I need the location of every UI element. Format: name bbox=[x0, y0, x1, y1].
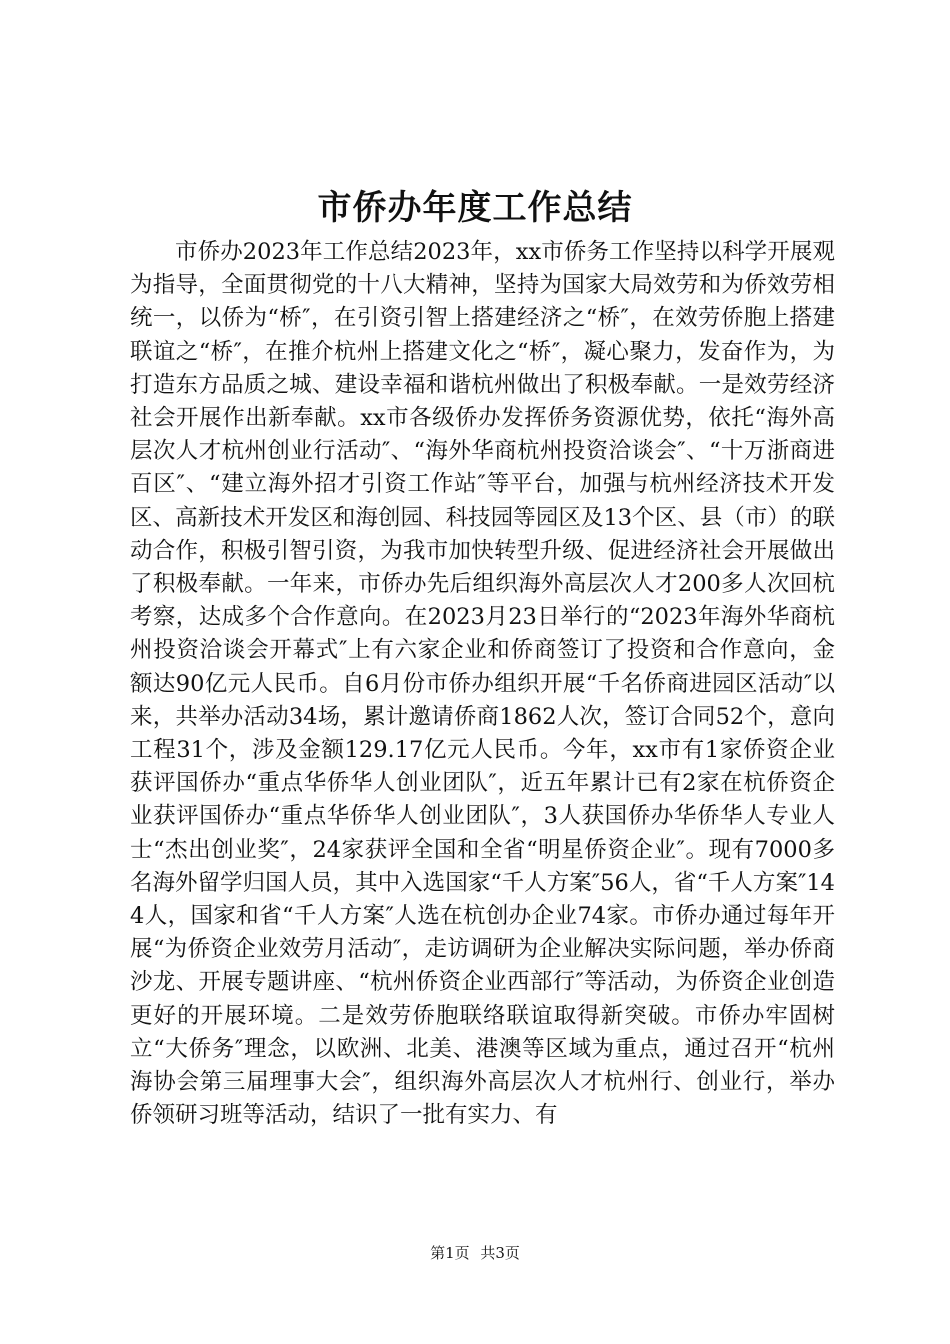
document-title: 市侨办年度工作总结 bbox=[317, 188, 633, 228]
page-total: 共3页 bbox=[480, 1244, 520, 1262]
page-footer bbox=[0, 1243, 950, 1263]
document-body: 市侨办2023年工作总结2023年，xx市侨务工作坚持以科学开展观为指导，全面贯彻党的十八大精神，坚持为国家大局效劳和为侨效劳相统一，以侨为“桥″，在引资引智上搭建经济之“桥″，在效劳侨胞上搭建联谊之“桥″，在推介杭州上搭建文化之“桥″，凝心聚力，发奋作为，为打造东方品质之城、建设幸福和谐杭州做出了积极奉献。一是效劳经济社会开展作出新奉献。xx市各级侨办发挥侨务资源优势，依托“海外高层次人才杭州创业行活动″、“海外华商杭州投资洽谈会″、“十万浙商进百区″、“建立海外招才引资工作站″等平台，加强与杭州经济技术开发区、高新技术开发区和海创园、科技园等园区及13个区、县（市）的联动合作，积极引智引资，为我市加快转型升级、促进经济社会开展做出了积极奉献。一年来，市侨办先后组织海外高层次人才200多人次回杭考察，达成多个合作意向。在2023月23日举行的“2023年海外华商杭州投资洽谈会开幕式″上有六家企业和侨商签订了投资和合作意向，金额达90亿元人民币。自6月份市侨办组织开展“千名侨商进园区活动″以来，共举办活动34场，累计邀请侨商1862人次，签订合同52个，意向工程31个，涉及金额129.17亿元人民币。今年，xx市有1家侨资企业获评国侨办“重点华侨华人创业团队″，近五年累计已有2家在杭侨资企业获评国侨办“重点华侨华人创业团队″，3人获国侨办华侨华人专业人士“杰出创业奖″，24家获评全国和全省“明星侨资企业″。现有7000多名海外留学归国人员，其中入选国家“千人方案″56人，省“千人方案″144人，国家和省“千人方案″人选在杭创办企业74家。市侨办通过每年开展“为侨资企业效劳月活动″，走访调研为企业解决实际问题，举办侨商沙龙、开展专题讲座、“杭州侨资企业西部行″等活动，为侨资企业创造更好的开展环境。二是效劳侨胞联络联谊取得新突破。市侨办牢固树立“大侨务″理念，以欧洲、北美、港澳等区域为重点，通过召开“杭州海协会第三届理事大会″，组织海外高层次人才杭州行、创业行，举办侨领研习班等活动，结识了一批有实力、有 bbox=[130, 239, 835, 1129]
page-number: 第1页 bbox=[430, 1244, 470, 1262]
